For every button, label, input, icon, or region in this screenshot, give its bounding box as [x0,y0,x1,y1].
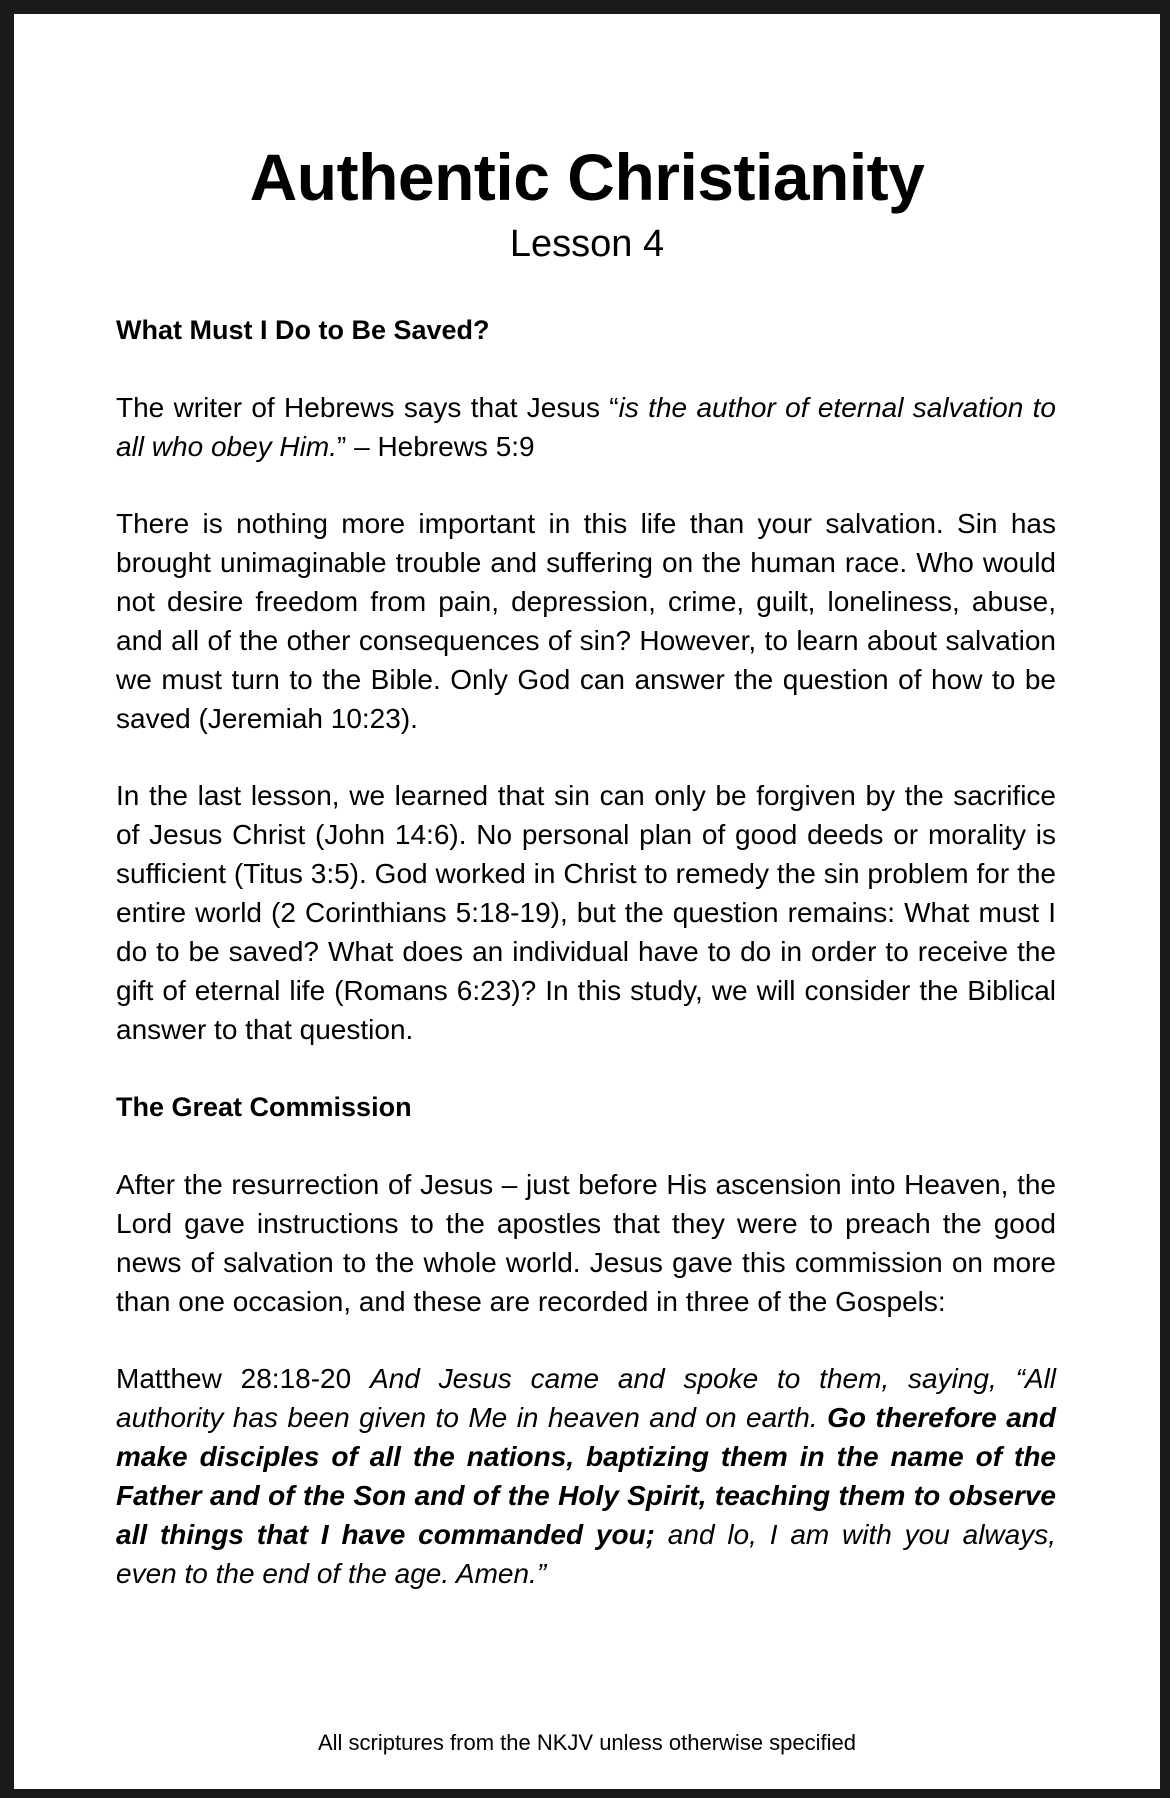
scripture-intro: And Jesus came and spoke to them, saying, “All authority has been given to Me in heaven and on earth. [116,1363,1057,1433]
scripture-closing: and lo, I am with you always, even to the end of the age. Amen.” [116,1519,1056,1589]
document-body [116,310,1056,1631]
section-heading-saved: What Must I Do to Be Saved? [116,315,490,345]
paragraph-hebrews [116,388,1056,466]
paragraph-importance: There is nothing more important in this life than your salvation. Sin has brought unimaginable trouble and suffering on the human race. Who would not desire freedom from pain, depression, crime, guilt, loneliness, abuse, and all of the other consequences of sin? However, to learn about salvation we must turn to the Bible. Only God can answer the question of how to be saved (Jeremiah 10:23). [116,508,1056,734]
document-title: Authentic Christianity [249,140,925,214]
scripture-reference: Matthew 28:18-20 [116,1363,371,1394]
scripture-emphasis: Go therefore and make disciples of all the nations, baptizing them in the name of the Father and of the Son and of the Holy Spirit, teaching them to observe all things that I have commanded you; [116,1402,1057,1550]
paragraph-hebrews-tail: ” – Hebrews 5:9 [336,431,535,462]
lesson-subtitle: Lesson 4 [509,223,665,265]
scripture-matthew [116,1359,1056,1593]
paragraph-hebrews-lead: The writer of Hebrews says that Jesus “ [116,392,619,423]
section-heading-commission: The Great Commission [116,1092,412,1122]
document-page [14,14,1160,1789]
paragraph-resurrection: After the resurrection of Jesus – just before His ascension into Heaven, the Lord gave instructions to the apostles that they were to preach the good news of salvation to the whole world. Jesus gave this commission on more than one occasion, and these are recorded in three of the Gospels: [116,1169,1056,1317]
footer-note: All scriptures from the NKJV unless otherwise specified [318,1730,856,1755]
paragraph-last-lesson: In the last lesson, we learned that sin can only be forgiven by the sacrifice of Jesus Christ (John 14:6). No personal plan of good deeds or morality is sufficient (Titus 3:5). God worked in Christ to remedy the sin problem for the entire world (2 Corinthians 5:18-19), but the question remains: What must I do to be saved? What does an individual have to do in order to receive the gift of eternal life (Romans 6:23)? In this study, we will consider the Biblical answer to that question. [116,780,1056,1045]
hebrews-quote: is the author of eternal salvation to all who obey Him. [116,392,1056,462]
